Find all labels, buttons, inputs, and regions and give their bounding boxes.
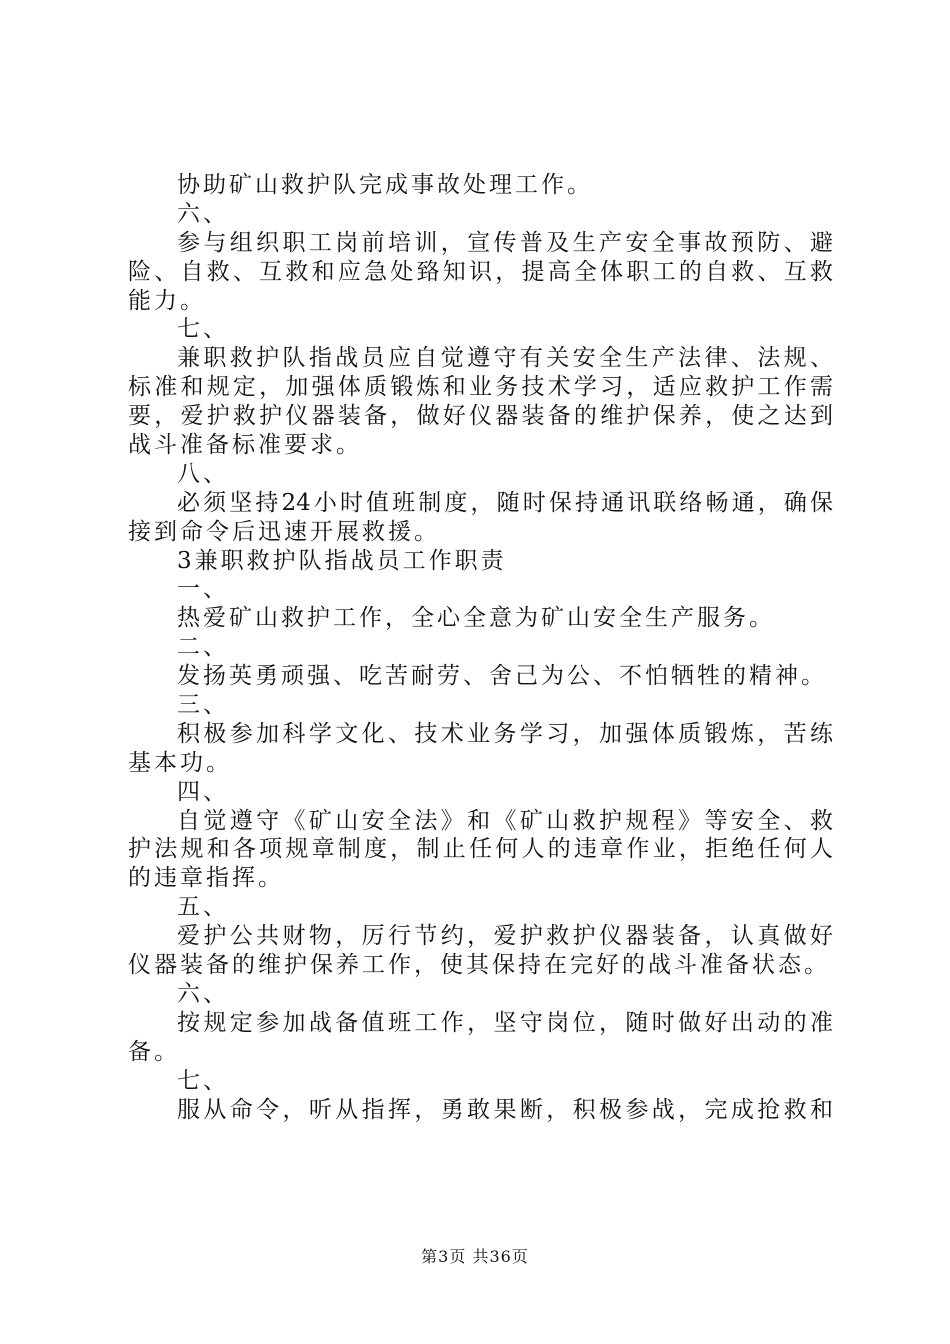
text-line: 一、 — [177, 576, 229, 603]
text-line: 热爱矿山救护工作，全心全意为矿山安全生产服务。 — [177, 605, 775, 632]
text-line: 自觉遵守《矿山安全法》和《矿山救护规程》等安全、救 — [177, 807, 833, 834]
text-line: 三、 — [177, 692, 229, 719]
text-line: 六、 — [177, 980, 229, 1007]
text-line: 兼职救护队指战员应自觉遵守有关安全生产法律、法规、 — [177, 345, 833, 372]
text-line: 仪器装备的维护保养工作，使其保持在完好的战斗准备状态。 — [128, 952, 830, 979]
text-line: 要，爱护救护仪器装备，做好仪器装备的维护保养，使之达到 — [128, 403, 833, 430]
text-line: 五、 — [177, 894, 229, 921]
text-line: 二、 — [177, 634, 229, 661]
text-line: 基本功。 — [128, 749, 232, 776]
text-line: 协助矿山救护队完成事故处理工作。 — [177, 172, 593, 198]
page-number-footer: 第3页 共36页 — [421, 1247, 529, 1266]
text-line: 按规定参加战备值班工作，坚守岗位，随时做好出动的准 — [177, 1009, 833, 1036]
text-line: 八、 — [177, 460, 229, 487]
text-line: 积极参加科学文化、技术业务学习，加强体质锻炼，苦练 — [177, 720, 833, 747]
text-line: 参与组织职工岗前培训，宣传普及生产安全事故预防、避 — [177, 229, 833, 256]
text-line: 发扬英勇顽强、吃苦耐劳、舍己为公、不怕牺牲的精神。 — [177, 663, 827, 690]
text-line: 四、 — [177, 778, 229, 805]
text-line: 必须坚持24小时值班制度，随时保持通讯联络畅通，确保 — [177, 489, 833, 516]
text-line: 七、 — [177, 316, 229, 343]
text-line: 服从命令，听从指挥，勇敢果断，积极参战，完成抢救和 — [177, 1096, 833, 1123]
text-line: 的违章指挥。 — [128, 865, 284, 892]
text-line: 护法规和各项规章制度，制止任何人的违章作业，拒绝任何人 — [128, 836, 833, 863]
text-line: 爱护公共财物，厉行节约，爱护救护仪器装备，认真做好 — [177, 923, 833, 950]
text-line: 战斗准备标准要求。 — [128, 432, 362, 459]
text-line: 险、自救、互救和应急处臵知识，提高全体职工的自救、互救 — [128, 258, 833, 285]
text-line: 能力。 — [128, 287, 206, 314]
text-line: 3兼职救护队指战员工作职责 — [177, 547, 507, 574]
text-line: 备。 — [128, 1038, 180, 1065]
document-body — [128, 171, 833, 1124]
text-line: 接到命令后迅速开展救援。 — [128, 518, 440, 545]
text-line: 标准和规定，加强体质锻炼和业务技术学习，适应救护工作需 — [128, 374, 833, 401]
text-line: 七、 — [177, 1067, 229, 1094]
text-line: 六、 — [177, 200, 229, 227]
